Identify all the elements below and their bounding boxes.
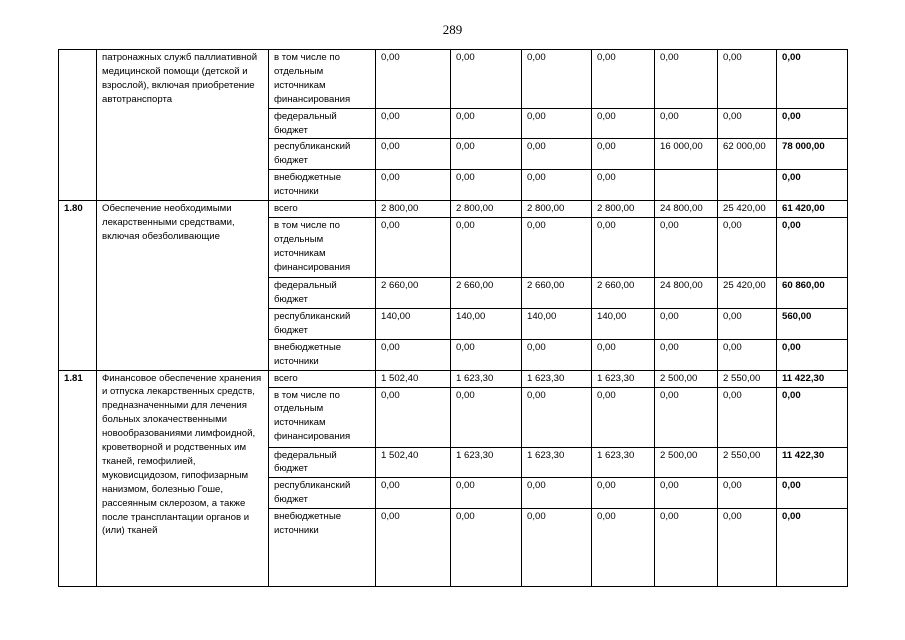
year-value-cell: 2 800,00 (592, 201, 655, 218)
year-value-cell: 1 623,30 (592, 370, 655, 387)
funding-source-cell: федеральный бюджет (269, 108, 376, 139)
total-value-cell: 560,00 (777, 308, 848, 339)
year-value-cell: 0,00 (718, 478, 777, 509)
year-value-cell: 0,00 (451, 139, 522, 170)
year-value-cell: 25 420,00 (718, 201, 777, 218)
year-value-cell: 0,00 (451, 50, 522, 109)
year-value-cell: 2 550,00 (718, 370, 777, 387)
funding-source-cell: в том числе по отдельным источникам финансирования (269, 218, 376, 278)
year-value-cell: 0,00 (522, 108, 592, 139)
total-value-cell: 0,00 (777, 170, 848, 201)
year-value-cell: 0,00 (522, 50, 592, 109)
year-value-cell: 1 623,30 (522, 447, 592, 478)
year-value-cell: 1 623,30 (592, 447, 655, 478)
funding-source-cell: внебюджетные источники (269, 509, 376, 587)
year-value-cell: 0,00 (522, 218, 592, 278)
year-value-cell: 0,00 (655, 387, 718, 447)
year-value-cell: 0,00 (718, 339, 777, 370)
total-value-cell: 61 420,00 (777, 201, 848, 218)
year-value-cell: 0,00 (655, 339, 718, 370)
year-value-cell: 62 000,00 (718, 139, 777, 170)
total-value-cell: 0,00 (777, 339, 848, 370)
year-value-cell: 0,00 (522, 170, 592, 201)
total-value-cell: 78 000,00 (777, 139, 848, 170)
year-value-cell: 0,00 (592, 108, 655, 139)
year-value-cell: 0,00 (655, 218, 718, 278)
year-value-cell: 0,00 (718, 509, 777, 587)
year-value-cell: 0,00 (451, 108, 522, 139)
year-value-cell: 0,00 (451, 387, 522, 447)
total-value-cell: 0,00 (777, 387, 848, 447)
year-value-cell: 0,00 (522, 139, 592, 170)
year-value-cell: 0,00 (718, 50, 777, 109)
year-value-cell: 1 502,40 (376, 447, 451, 478)
year-value-cell: 140,00 (522, 308, 592, 339)
table-row (59, 50, 848, 109)
year-value-cell: 0,00 (592, 478, 655, 509)
year-value-cell: 24 800,00 (655, 201, 718, 218)
funding-source-cell: в том числе по отдельным источникам финансирования (269, 50, 376, 109)
year-value-cell: 0,00 (592, 509, 655, 587)
year-value-cell: 0,00 (451, 478, 522, 509)
year-value-cell: 0,00 (592, 170, 655, 201)
funding-source-cell: республиканский бюджет (269, 478, 376, 509)
funding-source-cell: внебюджетные источники (269, 170, 376, 201)
item-code-cell (59, 50, 97, 201)
budget-table (58, 49, 848, 587)
year-value-cell: 2 660,00 (451, 278, 522, 309)
page-number: 289 (442, 22, 463, 37)
item-code-cell: 1.81 (59, 370, 97, 587)
year-value-cell: 0,00 (592, 387, 655, 447)
funding-source-cell: в том числе по отдельным источникам финансирования (269, 387, 376, 447)
year-value-cell: 0,00 (718, 387, 777, 447)
year-value-cell: 2 800,00 (522, 201, 592, 218)
year-value-cell: 140,00 (451, 308, 522, 339)
total-value-cell: 0,00 (777, 218, 848, 278)
year-value-cell: 0,00 (376, 387, 451, 447)
year-value-cell: 1 623,30 (451, 370, 522, 387)
table-row (59, 201, 848, 218)
year-value-cell (718, 170, 777, 201)
total-value-cell: 0,00 (777, 50, 848, 109)
budget-table-body (59, 50, 848, 587)
funding-source-cell: федеральный бюджет (269, 278, 376, 309)
year-value-cell: 0,00 (376, 509, 451, 587)
total-value-cell: 60 860,00 (777, 278, 848, 309)
year-value-cell: 0,00 (376, 478, 451, 509)
year-value-cell: 24 800,00 (655, 278, 718, 309)
total-value-cell: 0,00 (777, 478, 848, 509)
year-value-cell: 2 800,00 (451, 201, 522, 218)
year-value-cell: 1 623,30 (522, 370, 592, 387)
year-value-cell: 0,00 (376, 108, 451, 139)
year-value-cell: 0,00 (655, 478, 718, 509)
year-value-cell: 0,00 (522, 509, 592, 587)
table-row (59, 370, 848, 387)
year-value-cell: 140,00 (376, 308, 451, 339)
year-value-cell: 0,00 (376, 139, 451, 170)
funding-source-cell: всего (269, 370, 376, 387)
funding-source-cell: республиканский бюджет (269, 308, 376, 339)
year-value-cell: 0,00 (655, 308, 718, 339)
item-name-cell: Финансовое обеспечение хранения и отпуска лекарственных средств, предназначенными для лечения больных злокачественными новообразованиями лимфоидной, кроветворной и родственных им тканей, гемофилией, муковисцидозом, гипофизарным нанизмом, болезнью Гоше, рассеянным склерозом, а также после трансплантации органов и (или) тканей (97, 370, 269, 587)
year-value-cell (655, 170, 718, 201)
year-value-cell: 0,00 (451, 218, 522, 278)
year-value-cell: 2 800,00 (376, 201, 451, 218)
year-value-cell: 16 000,00 (655, 139, 718, 170)
year-value-cell: 2 660,00 (522, 278, 592, 309)
year-value-cell: 2 660,00 (376, 278, 451, 309)
year-value-cell: 0,00 (592, 339, 655, 370)
year-value-cell: 0,00 (592, 50, 655, 109)
funding-source-cell: внебюджетные источники (269, 339, 376, 370)
item-name-cell: патронажных служб паллиативной медицинской помощи (детской и взрослой), включая приобретение автотранспорта (97, 50, 269, 201)
year-value-cell: 0,00 (451, 339, 522, 370)
total-value-cell: 0,00 (777, 108, 848, 139)
year-value-cell: 2 660,00 (592, 278, 655, 309)
year-value-cell: 0,00 (592, 218, 655, 278)
year-value-cell: 0,00 (376, 218, 451, 278)
funding-source-cell: всего (269, 201, 376, 218)
item-code-cell: 1.80 (59, 201, 97, 370)
year-value-cell: 1 502,40 (376, 370, 451, 387)
year-value-cell: 0,00 (592, 139, 655, 170)
year-value-cell: 0,00 (718, 108, 777, 139)
year-value-cell: 0,00 (376, 339, 451, 370)
total-value-cell: 11 422,30 (777, 370, 848, 387)
year-value-cell: 25 420,00 (718, 278, 777, 309)
year-value-cell: 0,00 (718, 218, 777, 278)
year-value-cell: 0,00 (522, 478, 592, 509)
year-value-cell: 2 550,00 (718, 447, 777, 478)
year-value-cell: 0,00 (376, 170, 451, 201)
item-name-cell: Обеспечение необходимыми лекарственными средствами, включая обезболивающие (97, 201, 269, 370)
year-value-cell: 0,00 (522, 339, 592, 370)
year-value-cell: 2 500,00 (655, 370, 718, 387)
year-value-cell: 0,00 (451, 509, 522, 587)
funding-source-cell: федеральный бюджет (269, 447, 376, 478)
year-value-cell: 140,00 (592, 308, 655, 339)
year-value-cell: 1 623,30 (451, 447, 522, 478)
year-value-cell: 0,00 (451, 170, 522, 201)
year-value-cell: 0,00 (718, 308, 777, 339)
year-value-cell: 2 500,00 (655, 447, 718, 478)
year-value-cell: 0,00 (655, 509, 718, 587)
total-value-cell: 0,00 (777, 509, 848, 587)
year-value-cell: 0,00 (522, 387, 592, 447)
year-value-cell: 0,00 (655, 50, 718, 109)
year-value-cell: 0,00 (655, 108, 718, 139)
funding-source-cell: республиканский бюджет (269, 139, 376, 170)
total-value-cell: 11 422,30 (777, 447, 848, 478)
year-value-cell: 0,00 (376, 50, 451, 109)
